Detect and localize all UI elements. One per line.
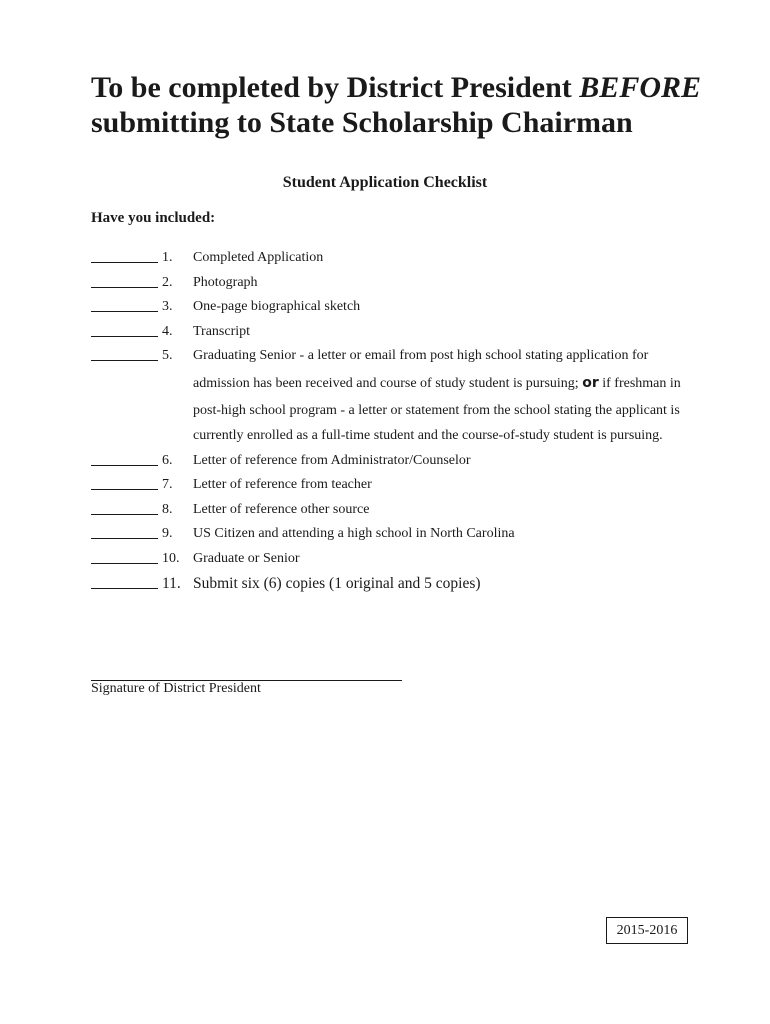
item-number: 3. [162, 299, 173, 314]
heading-suffix: submitting to State Scholarship Chairman [91, 106, 633, 139]
item-text: Graduate or Senior [193, 551, 300, 566]
heading-emphasis: BEFORE [579, 71, 702, 104]
page-heading [91, 70, 731, 140]
item-number: 4. [162, 324, 173, 339]
have-included-label: Have you included: [91, 210, 216, 226]
heading-prefix: To be completed by District President [91, 71, 580, 104]
item-5-line-1: Graduating Senior - a letter or email from post high school stating application for [193, 348, 649, 363]
check-blank[interactable] [91, 448, 158, 466]
item-text: Completed Application [193, 250, 324, 265]
year-box: 2015-2016 [606, 917, 688, 944]
check-blank[interactable] [91, 343, 158, 361]
check-blank[interactable] [91, 245, 158, 263]
check-blank[interactable] [91, 294, 158, 312]
item-text: US Citizen and attending a high school in North Carolina [193, 526, 515, 541]
check-blank[interactable] [91, 472, 158, 490]
item-text: Submit six (6) copies (1 original and 5 copies) [193, 575, 481, 592]
item-number: 9. [162, 526, 173, 541]
item-5-line-4: currently enrolled as a full-time student and the course-of-study student is pursuing. [193, 428, 663, 443]
signature-label: Signature of District President [91, 681, 261, 696]
checklist-title: Student Application Checklist [282, 174, 488, 191]
item-number: 6. [162, 453, 173, 468]
item-number: 1. [162, 250, 173, 265]
item-number: 10. [162, 551, 180, 566]
item-text: Letter of reference other source [193, 502, 370, 517]
item-number: 2. [162, 275, 173, 290]
item-text: Photograph [193, 275, 258, 290]
or-emphasis: or [582, 375, 599, 391]
item-5-line-3: post-high school program - a letter or statement from the school stating the applicant is [193, 403, 680, 418]
item-number: 7. [162, 477, 173, 492]
item-number: 11. [162, 575, 181, 592]
item-5-line-2-after: if freshman in [598, 376, 681, 391]
item-5-line-2 [193, 371, 681, 396]
item-number: 5. [162, 348, 173, 363]
check-blank[interactable] [91, 319, 158, 337]
item-number: 8. [162, 502, 173, 517]
check-blank[interactable] [91, 546, 158, 564]
check-blank[interactable] [91, 521, 158, 539]
check-blank[interactable] [91, 270, 158, 288]
check-blank[interactable] [91, 571, 158, 589]
item-5-line-2-before: admission has been received and course of study student is pursuing; [193, 376, 583, 391]
item-text: Letter of reference from teacher [193, 477, 372, 492]
item-text: Letter of reference from Administrator/Counselor [193, 453, 471, 468]
item-text: One-page biographical sketch [193, 299, 361, 314]
item-text: Transcript [193, 324, 251, 339]
check-blank[interactable] [91, 497, 158, 515]
